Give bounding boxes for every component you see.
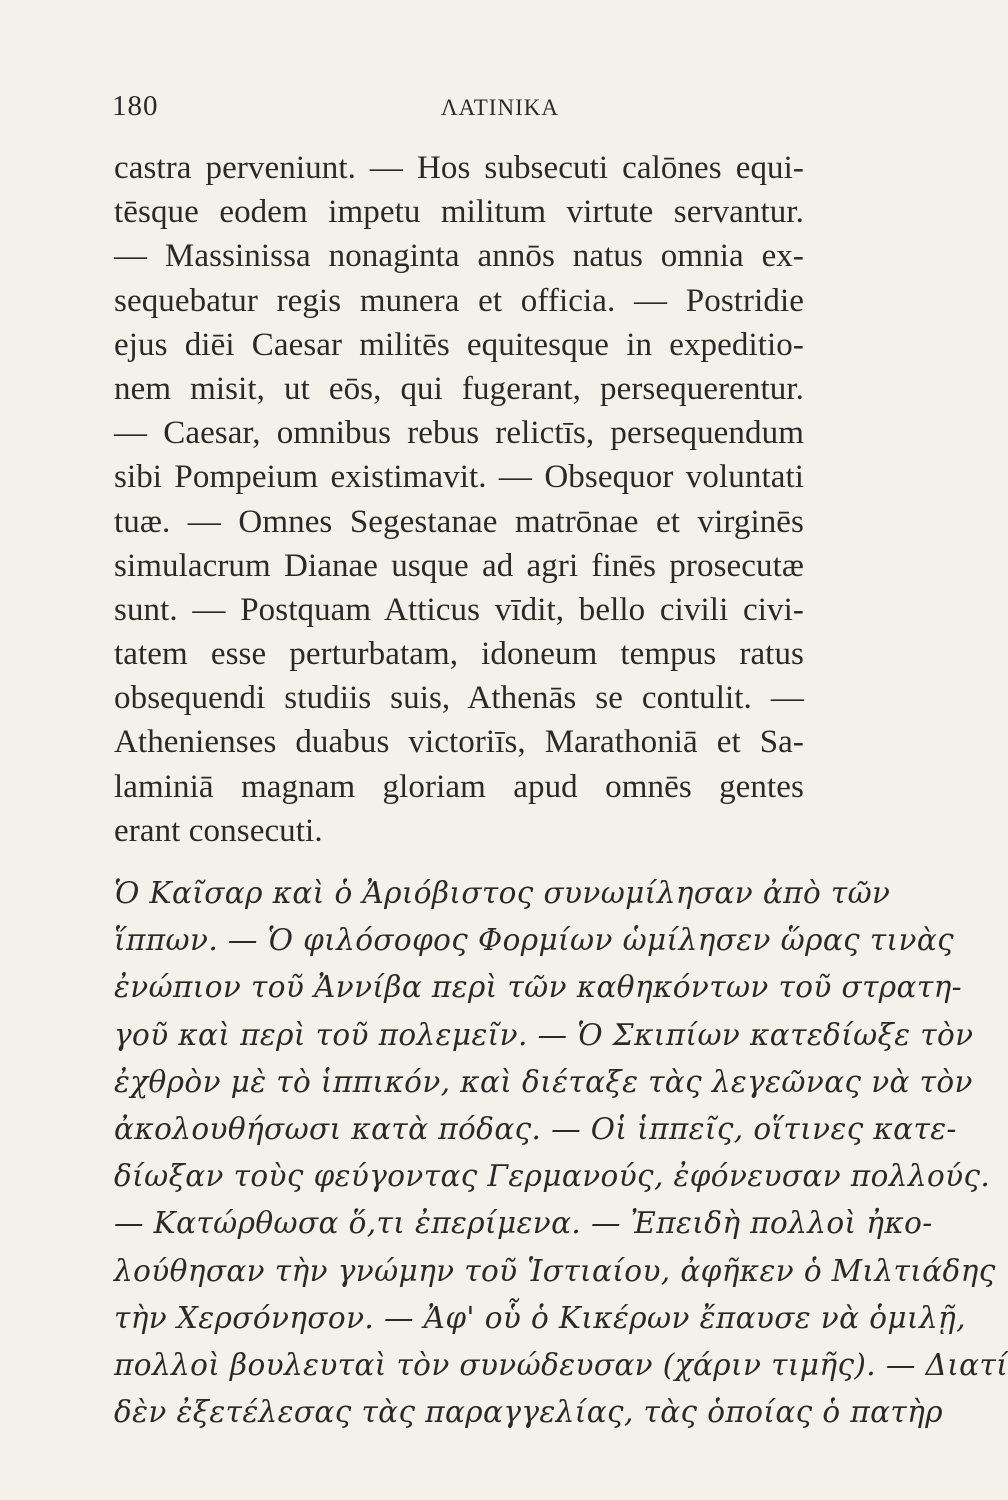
- latin-line: sunt. — Postquam Atticus vīdit, bello civili civi-: [114, 591, 804, 628]
- greek-line: γοῦ καὶ περὶ τοῦ πολεμεῖν. — Ὁ Σκιπίων κατεδίωξε τὸν: [114, 1017, 974, 1052]
- greek-line: ἐνώπιον τοῦ Ἀννίβα περὶ τῶν καθηκόντων τοῦ στρατη-: [114, 970, 963, 1005]
- latin-line: sequebatur regis munera et officia. — Postridie: [114, 282, 804, 319]
- latin-line: — Massinissa nonaginta annōs natus omnia ex-: [114, 238, 804, 275]
- latin-line: tatem esse perturbatam, idoneum tempus ratus: [114, 636, 804, 673]
- greek-line: ἐχθρὸν μὲ τὸ ἱππικόν, καὶ διέταξε τὰς λεγεῶνας νὰ τὸν: [114, 1064, 973, 1099]
- latin-line: obsequendi studiis suis, Athenās se contulit. —: [114, 680, 804, 717]
- latin-line: erant consecuti.: [114, 812, 323, 849]
- latin-line: ejus diēi Caesar militēs equitesque in expeditio-: [114, 326, 804, 363]
- latin-line: — Caesar, omnibus rebus relictīs, persequendum: [114, 415, 804, 452]
- greek-line: ἀκολουθήσωσι κατὰ πόδας. — Οἱ ἱππεῖς, οἵτινες κατε-: [114, 1111, 957, 1146]
- greek-line: πολλοὶ βουλευταὶ τὸν συνώδευσαν (χάριν τιμῆς). — Διατί: [114, 1347, 1008, 1382]
- latin-line: simulacrum Dianae usque ad agri finēs prosecutæ: [114, 547, 804, 584]
- greek-line: — Κατώρθωσα ὅ,τι ἐπερίμενα. — Ἐπειδὴ πολλοὶ ἠκο-: [114, 1206, 933, 1241]
- greek-line: Ὁ Καῖσαρ καὶ ὁ Ἀριόβιστος συνωμίλησαν ἀπὸ τῶν: [114, 876, 891, 910]
- latin-line: castra perveniunt. — Hos subsecuti calōnes equi-: [114, 150, 804, 186]
- latin-line: nem misit, ut eōs, qui fugerant, persequerentur.: [114, 370, 804, 407]
- greek-line: δίωξαν τοὺς φεύγοντας Γερμανούς, ἐφόνευσαν πολλούς.: [114, 1159, 991, 1194]
- greek-line: ἵππων. — Ὁ φιλόσοφος Φορμίων ὡμίλησεν ὥρας τινὰς: [114, 923, 955, 958]
- greek-line: δὲν ἐξετέλεσας τὰς παραγγελίας, τὰς ὁποίας ὁ πατὴρ: [114, 1395, 943, 1430]
- running-head: ΛΑΤΙΝΙΚΑ: [441, 95, 559, 120]
- latin-line: sibi Pompeium existimavit. — Obsequor voluntati: [114, 459, 804, 496]
- greek-line: τὴν Χερσόνησον. — Ἀφ' οὗ ὁ Κικέρων ἔπαυσε νὰ ὁμιλῇ,: [114, 1300, 966, 1335]
- latin-line: Athenienses duabus victoriīs, Marathoniā et Sa-: [114, 724, 804, 761]
- latin-text-block: [114, 146, 804, 853]
- page-number: 180: [112, 90, 159, 122]
- latin-line: laminiā magnam gloriam apud omnēs gentes: [114, 768, 804, 805]
- latin-line: tuæ. — Omnes Segestanae matrōnae et virginēs: [114, 503, 804, 540]
- greek-text-block: [114, 870, 1008, 1436]
- greek-line: λούθησαν τὴν γνώμην τοῦ Ἱστιαίου, ἀφῆκεν ὁ Μιλτιάδης: [114, 1253, 996, 1288]
- latin-line: tēsque eodem impetu militum virtute servantur.: [114, 194, 804, 231]
- page-header: [112, 90, 806, 130]
